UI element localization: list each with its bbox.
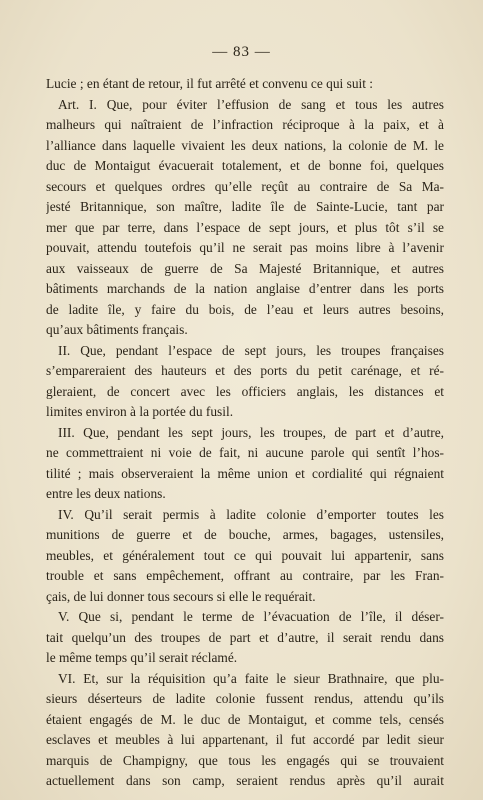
page-number: — 83 — bbox=[212, 44, 271, 60]
text-line: étaient engagés de M. le duc de Montaigut, et comme tels, censés bbox=[46, 711, 444, 727]
text-line: VI. Et, sur la réquisition qu’a faite le sieur Brathnaire, que plu- bbox=[58, 670, 444, 686]
text-line: Art. I. Que, pour éviter l’effusion de sang et tous les autres bbox=[58, 96, 444, 112]
text-line: s’empareraient des hauteurs et des ports du petit carénage, et ré- bbox=[46, 363, 444, 378]
body-text bbox=[46, 74, 444, 792]
text-line: III. Que, pendant les sept jours, les troupes, de part et d’autre, bbox=[58, 424, 444, 440]
text-line: sieurs déserteurs de ladite colonie fussent rendus, attendu qu’ils bbox=[46, 691, 444, 706]
text-line: meubles, et généralement tout ce qui pouvait lui appartenir, sans bbox=[46, 547, 444, 563]
text-line: IV. Qu’il serait permis à ladite colonie d’emporter toutes les bbox=[58, 506, 444, 522]
text-line: II. Que, pendant l’espace de sept jours, les troupes françaises bbox=[58, 342, 444, 358]
text-line: V. Que si, pendant le terme de l’évacuation de l’île, il déser- bbox=[58, 609, 444, 624]
text-line: secours et quelques ordres qu’elle reçût au contraire de Sa Ma- bbox=[46, 178, 444, 194]
text-line: munitions de guerre et de bouche, armes, bagages, ustensiles, bbox=[46, 527, 444, 542]
text-line: actuellement dans son camp, seraient rendus après qu’il aurait bbox=[46, 773, 444, 788]
text-line: gleraient, de concert avec les officiers anglais, les distances et bbox=[46, 383, 444, 399]
text-line: qu’aux bâtiments français. bbox=[46, 322, 188, 337]
text-line: esclaves et meubles à lui appartenant, il fut accordé par ledit sieur bbox=[46, 732, 444, 747]
text-line: çais, de lui donner tous secours si elle le requérait. bbox=[46, 588, 316, 604]
text-line: mer que par terre, dans l’espace de sept jours, et plus tôt s’il se bbox=[46, 219, 444, 235]
text-line: trouble et sans empêchement, offrant au contraire, par les Fran- bbox=[46, 568, 444, 583]
text-line: limites environ à la portée du fusil. bbox=[46, 404, 234, 419]
text-line: jesté Britannique, son maître, ladite île de Sainte-Lucie, tant par bbox=[46, 199, 444, 214]
text-line: le même temps qu’il serait réclamé. bbox=[46, 650, 238, 665]
text-line: de ladite île, y faire du bois, de l’eau et leurs autres besoins, bbox=[46, 301, 444, 317]
text-line: pouvait, attendu toutefois qu’il ne serait pas moins libre à l’avenir bbox=[46, 240, 444, 255]
text-line: entre les deux nations. bbox=[46, 486, 166, 501]
text-line: bâtiments marchands de la nation anglaise d’entrer dans les ports bbox=[46, 281, 444, 296]
text-line: marquis de Champigny, que tous les engagés qui se trouvaient bbox=[46, 752, 444, 768]
text-line: aux vaisseaux de guerre de Sa Majesté Britannique, et autres bbox=[46, 260, 444, 276]
text-line: l’alliance dans laquelle vivaient les deux nations, la colonie de M. le bbox=[46, 137, 444, 153]
text-line: tait quelqu’un des troupes de part et d’autre, il serait rendu dans bbox=[46, 629, 444, 645]
text-line: ne commettraient ni voie de fait, ni aucune parole qui sentît l’hos- bbox=[46, 445, 444, 460]
text-line: malheurs qui naîtraient de l’infraction réciproque à la paix, et à bbox=[46, 117, 444, 132]
text-line: Lucie ; en étant de retour, il fut arrêté et convenu ce qui suit : bbox=[46, 76, 374, 91]
text-line: duc de Montaigut évacuerait totalement, et de bonne foi, quelques bbox=[46, 158, 444, 173]
text-line: tilité ; mais observeraient la même union et cordialité qui régnaient bbox=[46, 465, 444, 481]
